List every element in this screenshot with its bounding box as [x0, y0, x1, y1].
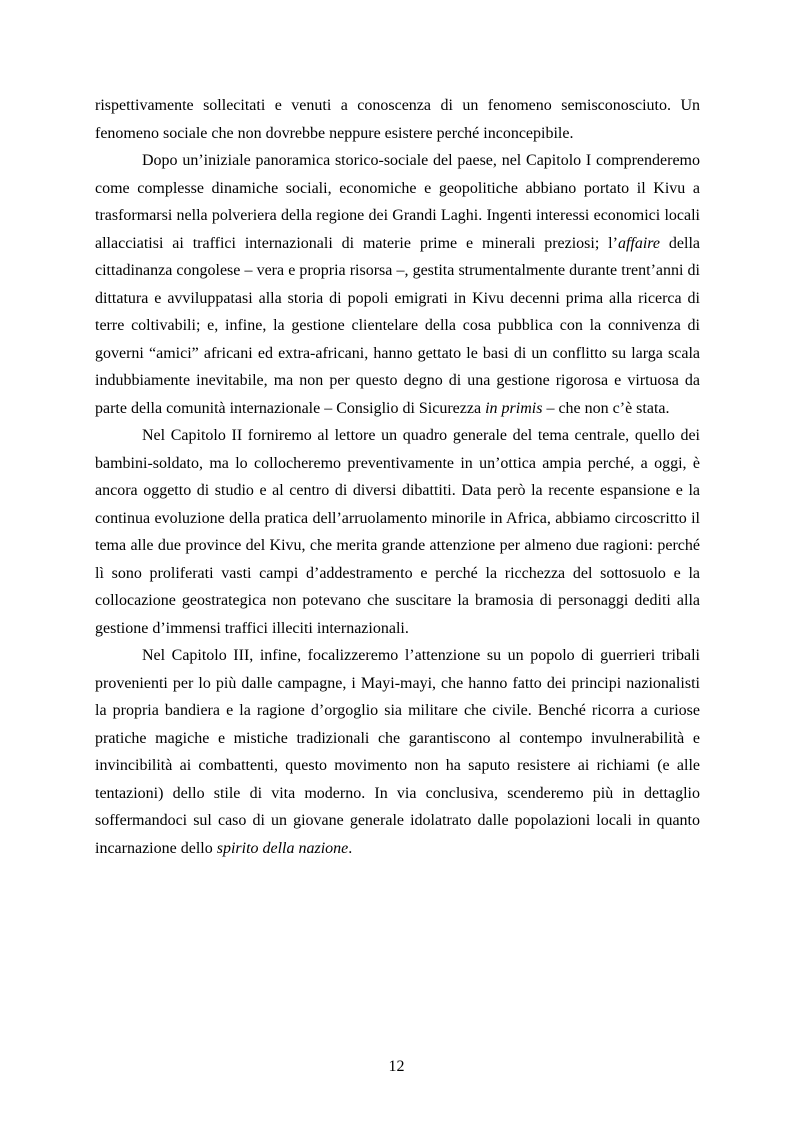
text-run: della cittadinanza congolese – vera e propria risorsa –, gestita strumentalmente durante trent’anni di dittatura e avviluppatasi alla storia di popoli emigrati in Kivu decenni prima alla ricerca di terre coltivabili; e, infine, la gestione clientelare della cosa pubblica con la connivenza di governi “amici” africani ed extra-africani, hanno gettato le basi di un conflitto su larga scala indubbiamente inevitabile, ma non per questo degno di una gestione rigorosa e virtuosa da parte della comunità internazionale – Consiglio di Sicurezza [95, 234, 701, 417]
italic-text: affaire [617, 234, 661, 252]
body-text [95, 92, 700, 862]
text-run: – che non c’è stata. [542, 399, 670, 417]
italic-text: spirito della nazione [216, 839, 349, 857]
paragraph-2 [95, 147, 700, 422]
paragraph-3 [95, 422, 700, 642]
paragraph-4 [95, 642, 700, 862]
paragraph-1 [95, 92, 700, 147]
text-run: Nel Capitolo III, infine, focalizzeremo l’attenzione su un popolo di guerrieri tribali provenienti per lo più dalle campagne, i Mayi-mayi, che hanno fatto dei principi nazionalisti la propria bandiera e la ragione d’orgoglio sia militare che civile. Benché ricorra a curiose pratiche magiche e mistiche tradizionali che garantiscono al contempo invulnerabilità e invincibilità ai combattenti, questo movimento non ha saputo resistere ai richiami (e alle tentazioni) dello stile di vita moderno. In via conclusiva, scenderemo più in dettaglio soffermandoci sul caso di un giovane generale idolatrato dalle popolazioni locali in quanto incarnazione dello [95, 647, 700, 857]
text-run: Dopo un’iniziale panoramica storico-sociale del paese, nel Capitolo I comprenderemo come complesse dinamiche sociali, economiche e geopolitiche abbiano portato il Kivu a trasformarsi nella polveriera della regione dei Grandi Laghi. Ingenti interessi economici locali allacciatisi ai traffici internazionali di materie prime e minerali preziosi; l’ [95, 152, 700, 252]
text-run: Nel Capitolo II forniremo al lettore un quadro generale del tema centrale, quello dei bambini-soldato, ma lo collocheremo preventivamente in un’ottica ampia perché, a oggi, è ancora oggetto di studio e al centro di diversi dibattiti. Data però la recente espansione e la continua evoluzione della pratica dell’arruolamento minorile in Africa, abbiamo circoscritto il tema alle due province del Kivu, che merita grande attenzione per almeno due ragioni: perché lì sono proliferati vasti campi d’addestramento e perché la ricchezza del sottosuolo e la collocazione geostrategica non potevano che suscitare la bramosia di personaggi dediti alla gestione d’immensi traffici illeciti internazionali. [95, 427, 700, 637]
text-run: . [348, 839, 353, 857]
text-run: rispettivamente sollecitati e venuti a conoscenza di un fenomeno semisconosciuto. Un fenomeno sociale che non dovrebbe neppure esistere perché inconcepibile. [95, 97, 700, 142]
page-number: 12 [388, 1058, 405, 1075]
italic-text: in primis [485, 399, 543, 417]
